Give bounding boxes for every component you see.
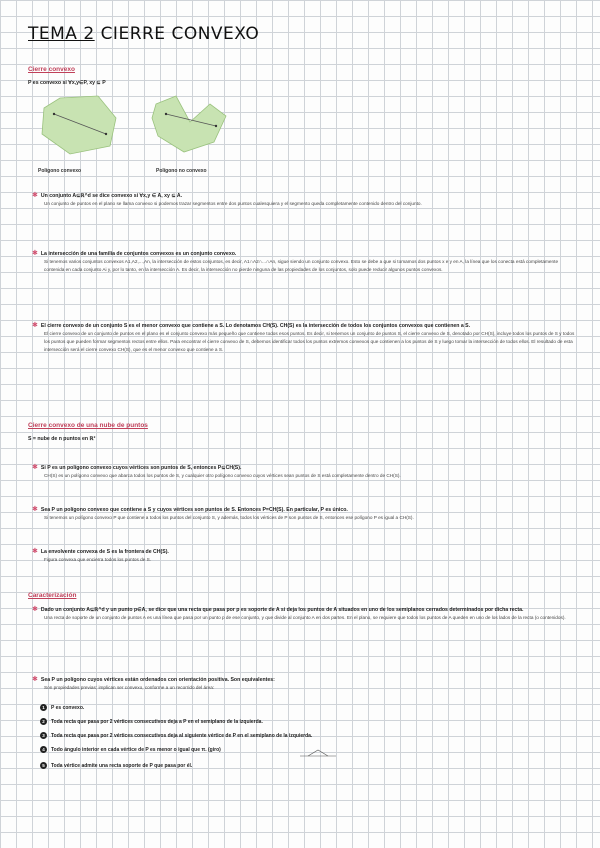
list-item: 1 P es convexo. [40, 704, 84, 711]
bullet-convex-set: ✱ Un conjunto A⊆ℝ^d se dice convexo si ∀x,y ∈ A, xy ⊆ A. Un conjunto de puntos en el plano se llama convexo si podemos trazar segmentos entre dos puntos cualesquiera y el segmento queda completamente contenido dentro del conjunto. [32, 192, 422, 206]
list-item: 5 Toda vértice admite una recta soporte de P que pasa por él. [40, 762, 192, 769]
star-icon: ✱ [32, 464, 38, 471]
convex-polygon [42, 96, 116, 154]
caption-convex: Polígono convexo [38, 168, 82, 174]
point-cloud-intro: S = nube de n puntos en ℝ² [28, 436, 96, 442]
star-icon: ✱ [32, 548, 38, 555]
star-icon: ✱ [32, 250, 38, 257]
star-icon: ✱ [32, 506, 38, 513]
star-icon: ✱ [32, 676, 38, 683]
tema-number: TEMA 2 [28, 24, 95, 44]
bullet-polygon-unique: ✱ Sea P un polígono convexo que contiene a S y cuyos vértices son puntos de S. Entonces P=CH(S). En particular, P es único. Si tenemos un polígono convexo P que contiene a todos los puntos del conjunto S, y además, todos los vértices de P son puntos de S, entonces ese polígono P es igual a CH(S). [32, 506, 414, 520]
bullet-support-line: ✱ Dado un conjunto A⊆ℝ^d y un punto p∈A, se dice que una recta que pasa por p es soporte de A si deja los puntos de A situados en uno de los semiplanos cerrados determinados por dicha recta. Una recta de soporte de un conjunto de puntos A es una línea que pasa por un punto p de ese conjunto, y que divide al conjunto A en dos partes. En el plano, se requiere que todos los puntos de A queden en uno de los lados de la recta (o contenidos). [32, 606, 566, 620]
polygons-figure [34, 94, 244, 176]
list-item: 4 Todo ángulo interior en cada vértice de P es menor o igual que π. (giro) [40, 746, 221, 753]
convex-definition-intro: P es convexo si ∀x,y∈P, xy ⊆ P [28, 80, 106, 86]
list-item: 3 Toda recta que pasa por 2 vértices consecutivos deja al siguiente vértice de P en el semiplano de la izquierda. [40, 732, 312, 739]
section-heading-caracterizacion: Caracterización [28, 592, 77, 599]
section-heading-nube-puntos: Cierre convexo de una nube de puntos [28, 422, 148, 429]
bullet-equivalences: ✱ Sea P un polígono cuyos vértices están ordenados con orientación positiva. Son equivalentes: Son propiedades previas; implican ser convexo, conforme a un recorrido del área: [32, 676, 275, 690]
caption-nonconvex: Polígono no convexo [156, 168, 207, 174]
nonconvex-polygon [152, 96, 226, 152]
section-heading-cierre-convexo: Cierre convexo [28, 66, 75, 73]
bullet-intersection: ✱ La intersección de una familia de conjuntos convexos es un conjunto convexo. Si tenemos varios conjuntos convexos A1,A2,...,An, la intersección de estos conjuntos, es decir, A1∩A2∩...∩An, sigue siendo un conjunto convexo. Esto se debe a que si tomamos dos puntos x e y en A, la línea que los conecta está completamente contenida en cada conjunto Ai y, por lo tanto, en la intersección A. Es decir, la intersección no pierde ninguna de las propiedades de los conjuntos, solo puede reducir algunos puntos convexos. [32, 250, 559, 272]
angle-sketch-icon [300, 748, 336, 758]
page-title [28, 24, 259, 44]
bullet-convex-hull: ✱ El cierre convexo de un conjunto S es el menor convexo que contiene a S. Lo denotamos CH(S). CH(S) es la intersección de todos los conjuntos convexos que contienen a S. El cierre convexo de un conjunto de puntos en el plano es el conjunto convexo más pequeño que contiene todos esos puntos. Es decir, si tenemos un conjunto de puntos S, el cierre convexo de S, denotado por CH(S), incluye todos los puntos de S y todos los puntos que pueden formar segmentos rectos entre ellos. Para encontrar el cierre convexo de S, debemos identificar todos los puntos extremos convexos que contienen a los puntos de S y luego tomar la intersección de todos ellos. El resultado de esta intersección será el cierre convexo CH(S), que es el menor convexo que contiene a S. [32, 322, 575, 352]
tema-name: CIERRE CONVEXO [100, 24, 260, 44]
bullet-convex-envelope: ✱ La envolvente convexa de S es la frontera de CH(S). Figura convexa que encierra todos los puntos de S. [32, 548, 169, 562]
star-icon: ✱ [32, 606, 38, 613]
bullet-polygon-subset: ✱ Si P es un polígono convexo cuyos vértices son puntos de S, entonces P⊆CH(S). CH(S) es un polígono convexo que abarca todos los puntos de S, y cualquier otro polígono convexo cuyos vértices sean puntos de S está completamente dentro de CH(S). [32, 464, 401, 478]
star-icon: ✱ [32, 322, 38, 329]
star-icon: ✱ [32, 192, 38, 199]
list-item: 2 Toda recta que pasa por 2 vértices consecutivos deja a P en el semiplano de la izquierda. [40, 718, 263, 725]
